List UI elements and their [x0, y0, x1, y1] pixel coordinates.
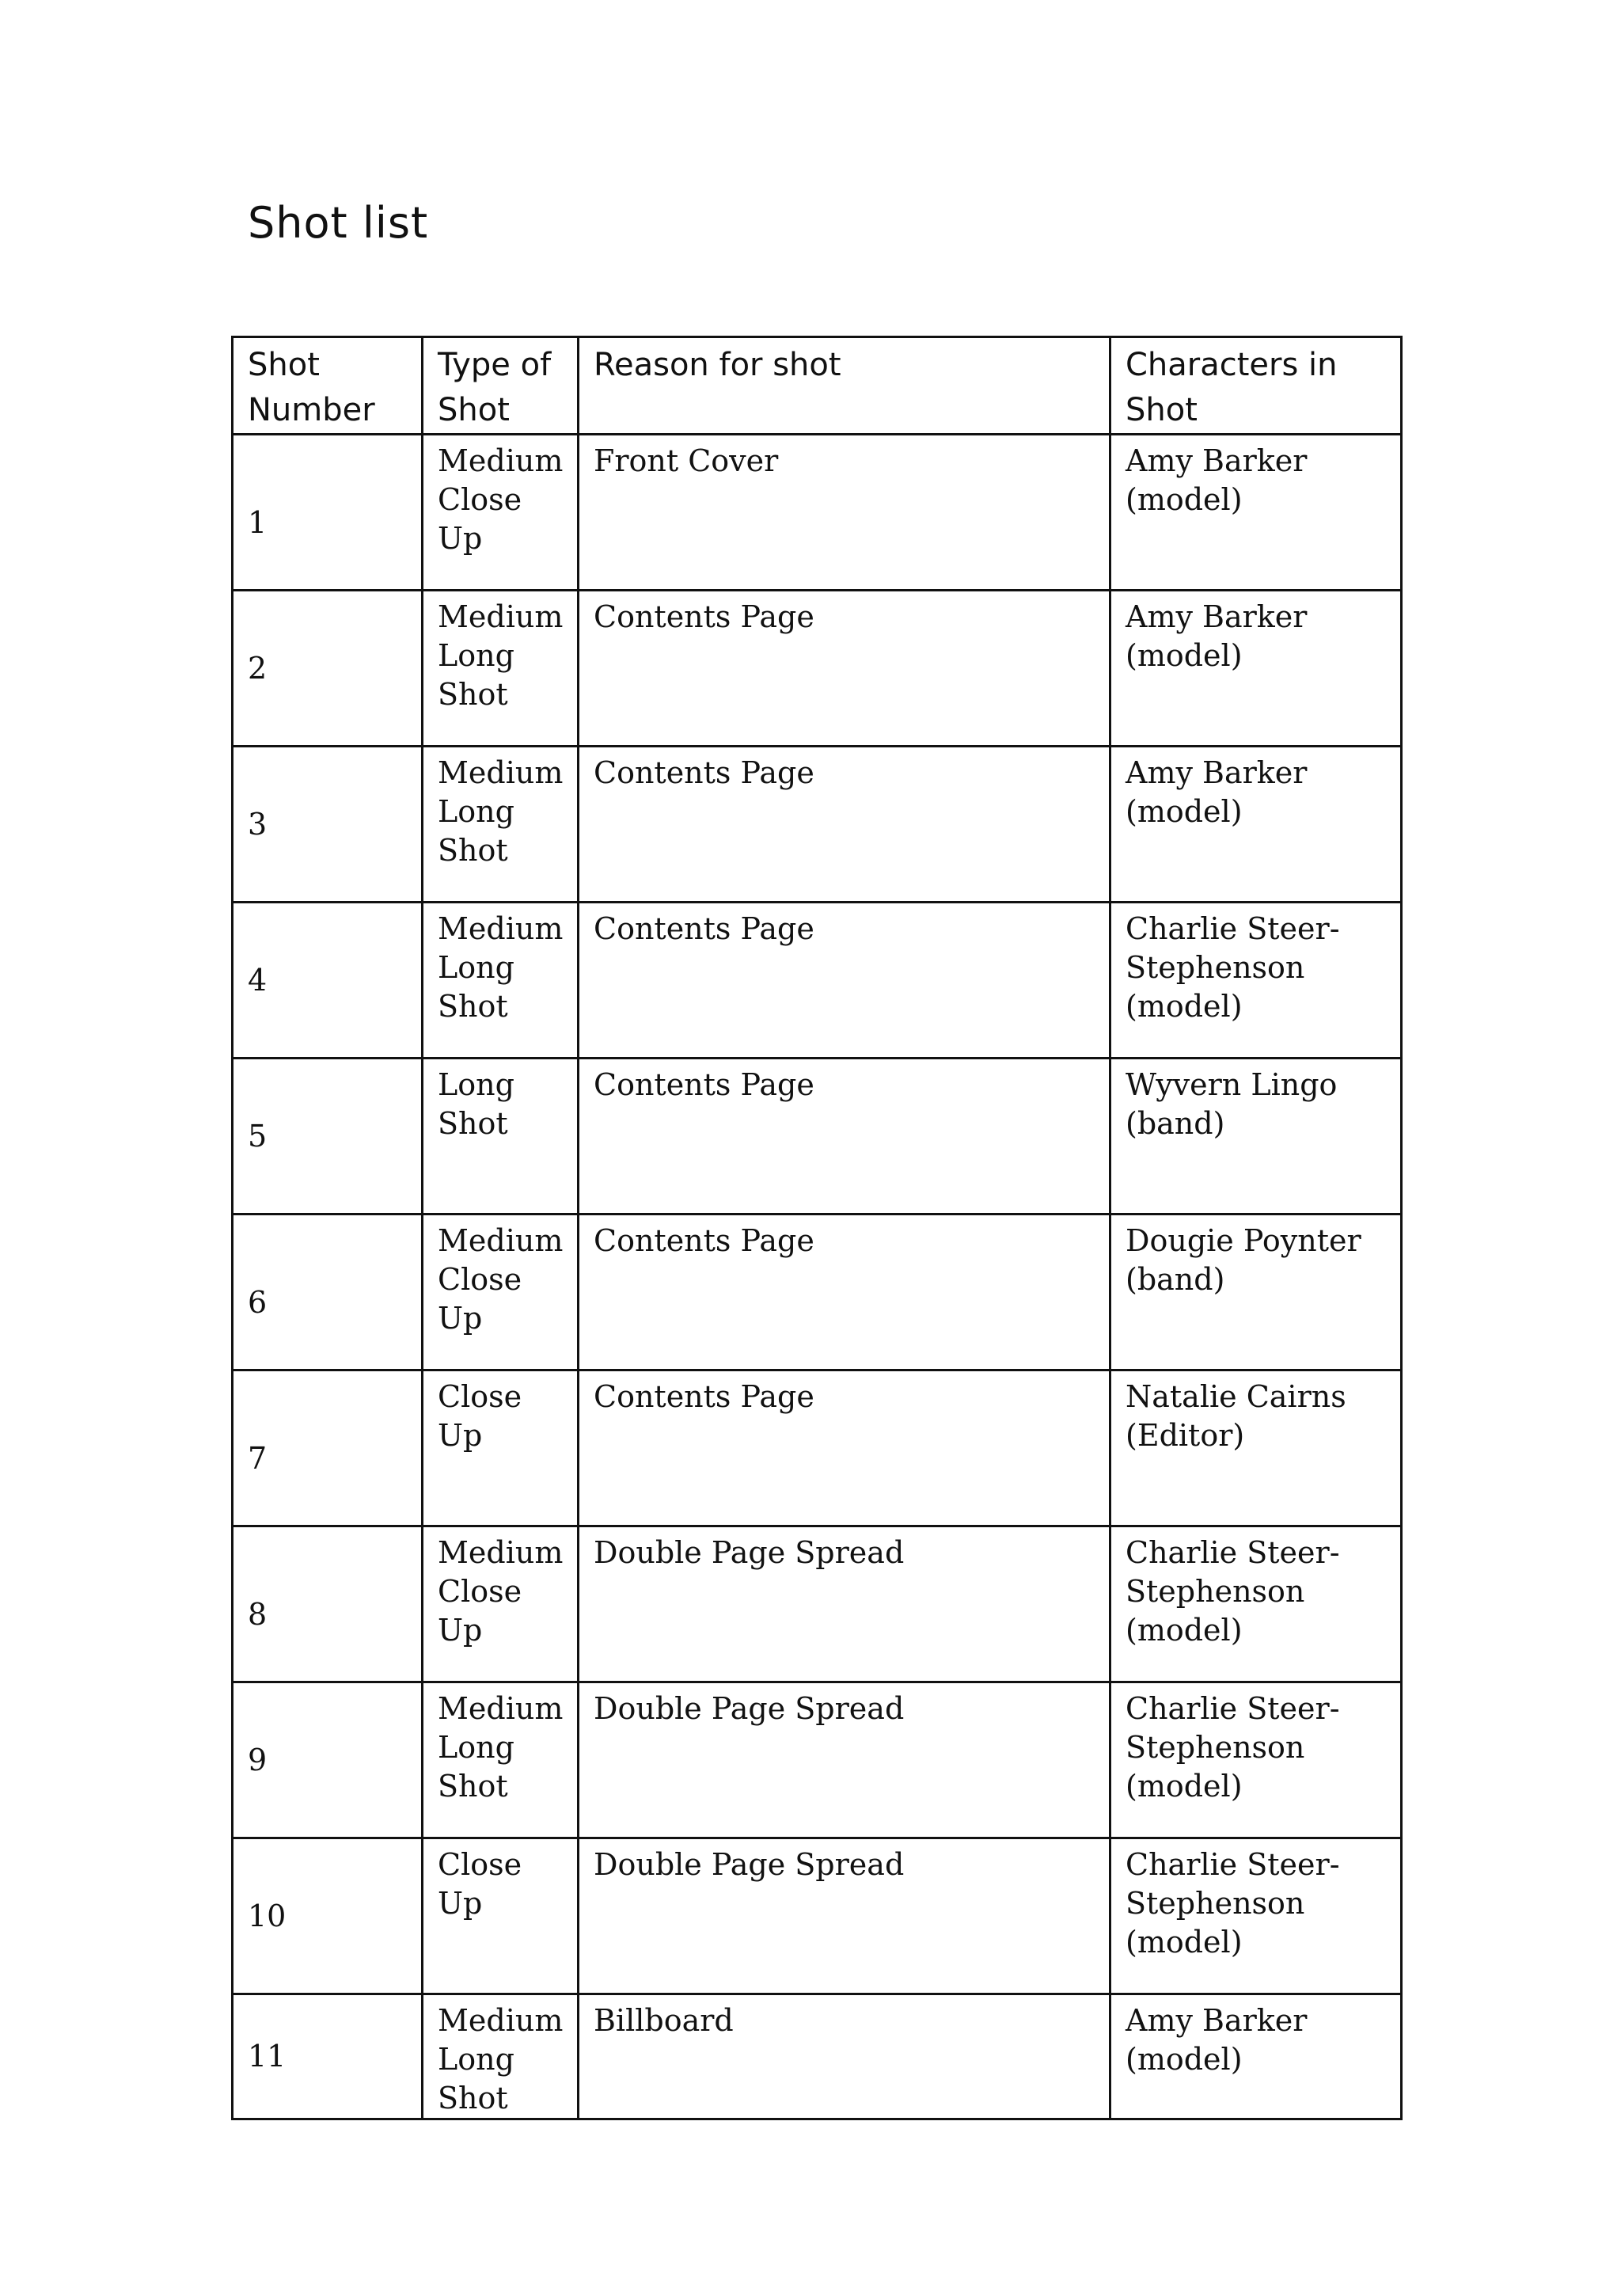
shot-number: 10 [248, 1898, 287, 1933]
shot-type-cell: Medium Long Shot [423, 1682, 579, 1838]
page-title: Shot list [248, 198, 429, 248]
shot-type-cell: Medium Close Up [423, 1215, 579, 1370]
shot-characters-cell: Charlie Steer- Stephenson (model) [1110, 903, 1402, 1059]
table-row [233, 435, 1402, 591]
shot-characters-cell: Amy Barker (model) [1110, 435, 1402, 591]
shot-number-cell [233, 747, 423, 903]
table-header-row [233, 337, 1402, 435]
shot-type-cell: Long Shot [423, 1059, 579, 1215]
header-reason-for-shot: Reason for shot [579, 337, 1110, 435]
shot-type-cell: Medium Long Shot [423, 1994, 579, 2119]
shot-reason-cell: Contents Page [579, 747, 1110, 903]
shot-characters-cell: Amy Barker (model) [1110, 747, 1402, 903]
table-row [233, 591, 1402, 747]
table-row [233, 1838, 1402, 1994]
shot-reason-cell: Contents Page [579, 903, 1110, 1059]
shot-number-cell [233, 1215, 423, 1370]
header-type-of-shot: Type of Shot [423, 337, 579, 435]
shot-number: 8 [248, 1597, 268, 1632]
shot-type-cell: Medium Long Shot [423, 747, 579, 903]
shot-reason-cell: Billboard [579, 1994, 1110, 2119]
shot-number: 2 [248, 650, 268, 686]
shot-characters-cell: Amy Barker (model) [1110, 1994, 1402, 2119]
table-row [233, 1682, 1402, 1838]
shot-number: 4 [248, 962, 268, 998]
shot-type-cell: Medium Close Up [423, 435, 579, 591]
shot-number-cell [233, 1526, 423, 1682]
shot-type-cell: Medium Close Up [423, 1526, 579, 1682]
table-row [233, 1215, 1402, 1370]
shot-number-cell [233, 591, 423, 747]
shot-type-cell: Close Up [423, 1838, 579, 1994]
shot-characters-cell: Charlie Steer- Stephenson (model) [1110, 1526, 1402, 1682]
shot-number-cell [233, 903, 423, 1059]
header-shot-number: Shot Number [233, 337, 423, 435]
table-row [233, 1370, 1402, 1526]
shot-reason-cell: Contents Page [579, 591, 1110, 747]
shot-type-cell: Medium Long Shot [423, 903, 579, 1059]
shot-number: 5 [248, 1118, 268, 1154]
table-row [233, 903, 1402, 1059]
shot-number: 11 [248, 2039, 287, 2074]
shot-reason-cell: Contents Page [579, 1370, 1110, 1526]
shot-characters-cell: Charlie Steer- Stephenson (model) [1110, 1838, 1402, 1994]
shot-reason-cell: Contents Page [579, 1215, 1110, 1370]
shot-type-cell: Medium Long Shot [423, 591, 579, 747]
shot-number-cell [233, 1370, 423, 1526]
table-row [233, 747, 1402, 903]
shot-number: 7 [248, 1441, 268, 1476]
shot-reason-cell: Double Page Spread [579, 1526, 1110, 1682]
shot-number-cell [233, 1838, 423, 1994]
shot-reason-cell: Double Page Spread [579, 1682, 1110, 1838]
shot-characters-cell: Charlie Steer- Stephenson (model) [1110, 1682, 1402, 1838]
table-row [233, 1994, 1402, 2119]
shot-number-cell [233, 435, 423, 591]
shot-number: 1 [248, 505, 268, 540]
shot-characters-cell: Amy Barker (model) [1110, 591, 1402, 747]
shot-number: 6 [248, 1285, 268, 1320]
shot-number: 3 [248, 806, 268, 842]
shot-reason-cell: Front Cover [579, 435, 1110, 591]
shot-characters-cell: Wyvern Lingo (band) [1110, 1059, 1402, 1215]
shot-characters-cell: Natalie Cairns (Editor) [1110, 1370, 1402, 1526]
shot-list-table [231, 336, 1403, 2120]
header-characters-in-shot: Characters in Shot [1110, 337, 1402, 435]
table-row [233, 1526, 1402, 1682]
shot-number: 9 [248, 1742, 268, 1777]
shot-number-cell [233, 1994, 423, 2119]
shot-type-cell: Close Up [423, 1370, 579, 1526]
shot-number-cell [233, 1059, 423, 1215]
shot-reason-cell: Double Page Spread [579, 1838, 1110, 1994]
shot-reason-cell: Contents Page [579, 1059, 1110, 1215]
shot-characters-cell: Dougie Poynter (band) [1110, 1215, 1402, 1370]
table-row [233, 1059, 1402, 1215]
shot-number-cell [233, 1682, 423, 1838]
